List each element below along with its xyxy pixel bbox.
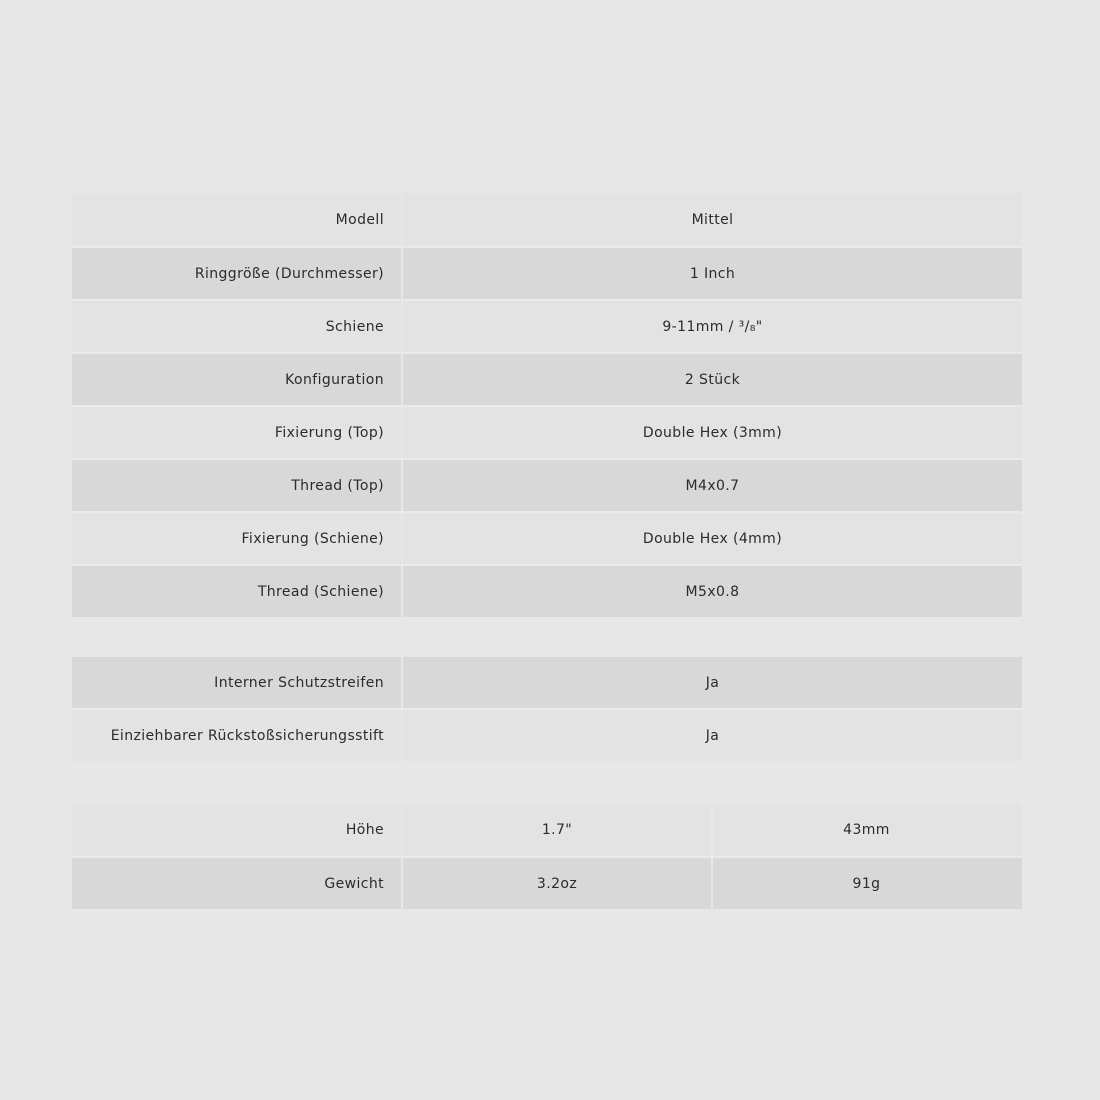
row-value-metric: 91g — [711, 858, 1020, 909]
row-label: Gewicht — [72, 858, 403, 909]
row-label: Fixierung (Top) — [72, 407, 403, 458]
table-row-thread-schiene — [72, 564, 1022, 617]
row-label: Modell — [72, 193, 403, 246]
row-label: Interner Schutzstreifen — [72, 657, 403, 708]
row-value: Double Hex (3mm) — [642, 424, 783, 441]
row-label: Höhe — [72, 804, 403, 856]
row-label: Schiene — [72, 301, 403, 352]
row-label: Fixierung (Schiene) — [72, 513, 403, 564]
table-row-rueckstoss — [72, 708, 1022, 761]
row-value: Ja — [705, 727, 720, 744]
table-row-schiene — [72, 299, 1022, 352]
table-row-thread-top — [72, 458, 1022, 511]
row-label: Konfiguration — [72, 354, 403, 405]
spec-table-safety — [72, 657, 1022, 761]
row-value-imperial: 3.2oz — [536, 875, 578, 892]
row-value: Double Hex (4mm) — [642, 530, 783, 547]
spec-table-main — [72, 193, 1022, 617]
row-value: Ja — [705, 674, 720, 691]
row-label: Einziehbarer Rückstoßsicherungsstift — [72, 710, 403, 761]
row-value: 9-11mm / ³/₈" — [662, 318, 763, 335]
row-label: Thread (Schiene) — [72, 566, 403, 617]
row-value-imperial: 1.7" — [541, 822, 573, 838]
row-value: Mittel — [691, 211, 734, 228]
row-label: Thread (Top) — [72, 460, 403, 511]
row-value: 2 Stück — [684, 371, 741, 388]
row-value: M5x0.8 — [685, 583, 740, 600]
table-row-hoehe — [72, 804, 1022, 856]
spec-table-dimensions — [72, 804, 1022, 909]
table-row-ringgroesse — [72, 246, 1022, 299]
table-row-gewicht — [72, 856, 1022, 909]
row-value: M4x0.7 — [685, 477, 740, 494]
table-row-fixierung-schiene — [72, 511, 1022, 564]
row-label: Ringgröße (Durchmesser) — [72, 248, 403, 299]
table-row-modell — [72, 193, 1022, 246]
table-row-schutzstreifen — [72, 657, 1022, 708]
row-value: 1 Inch — [689, 265, 736, 282]
table-row-fixierung-top — [72, 405, 1022, 458]
row-value-metric: 43mm — [711, 804, 1020, 856]
table-row-konfiguration — [72, 352, 1022, 405]
